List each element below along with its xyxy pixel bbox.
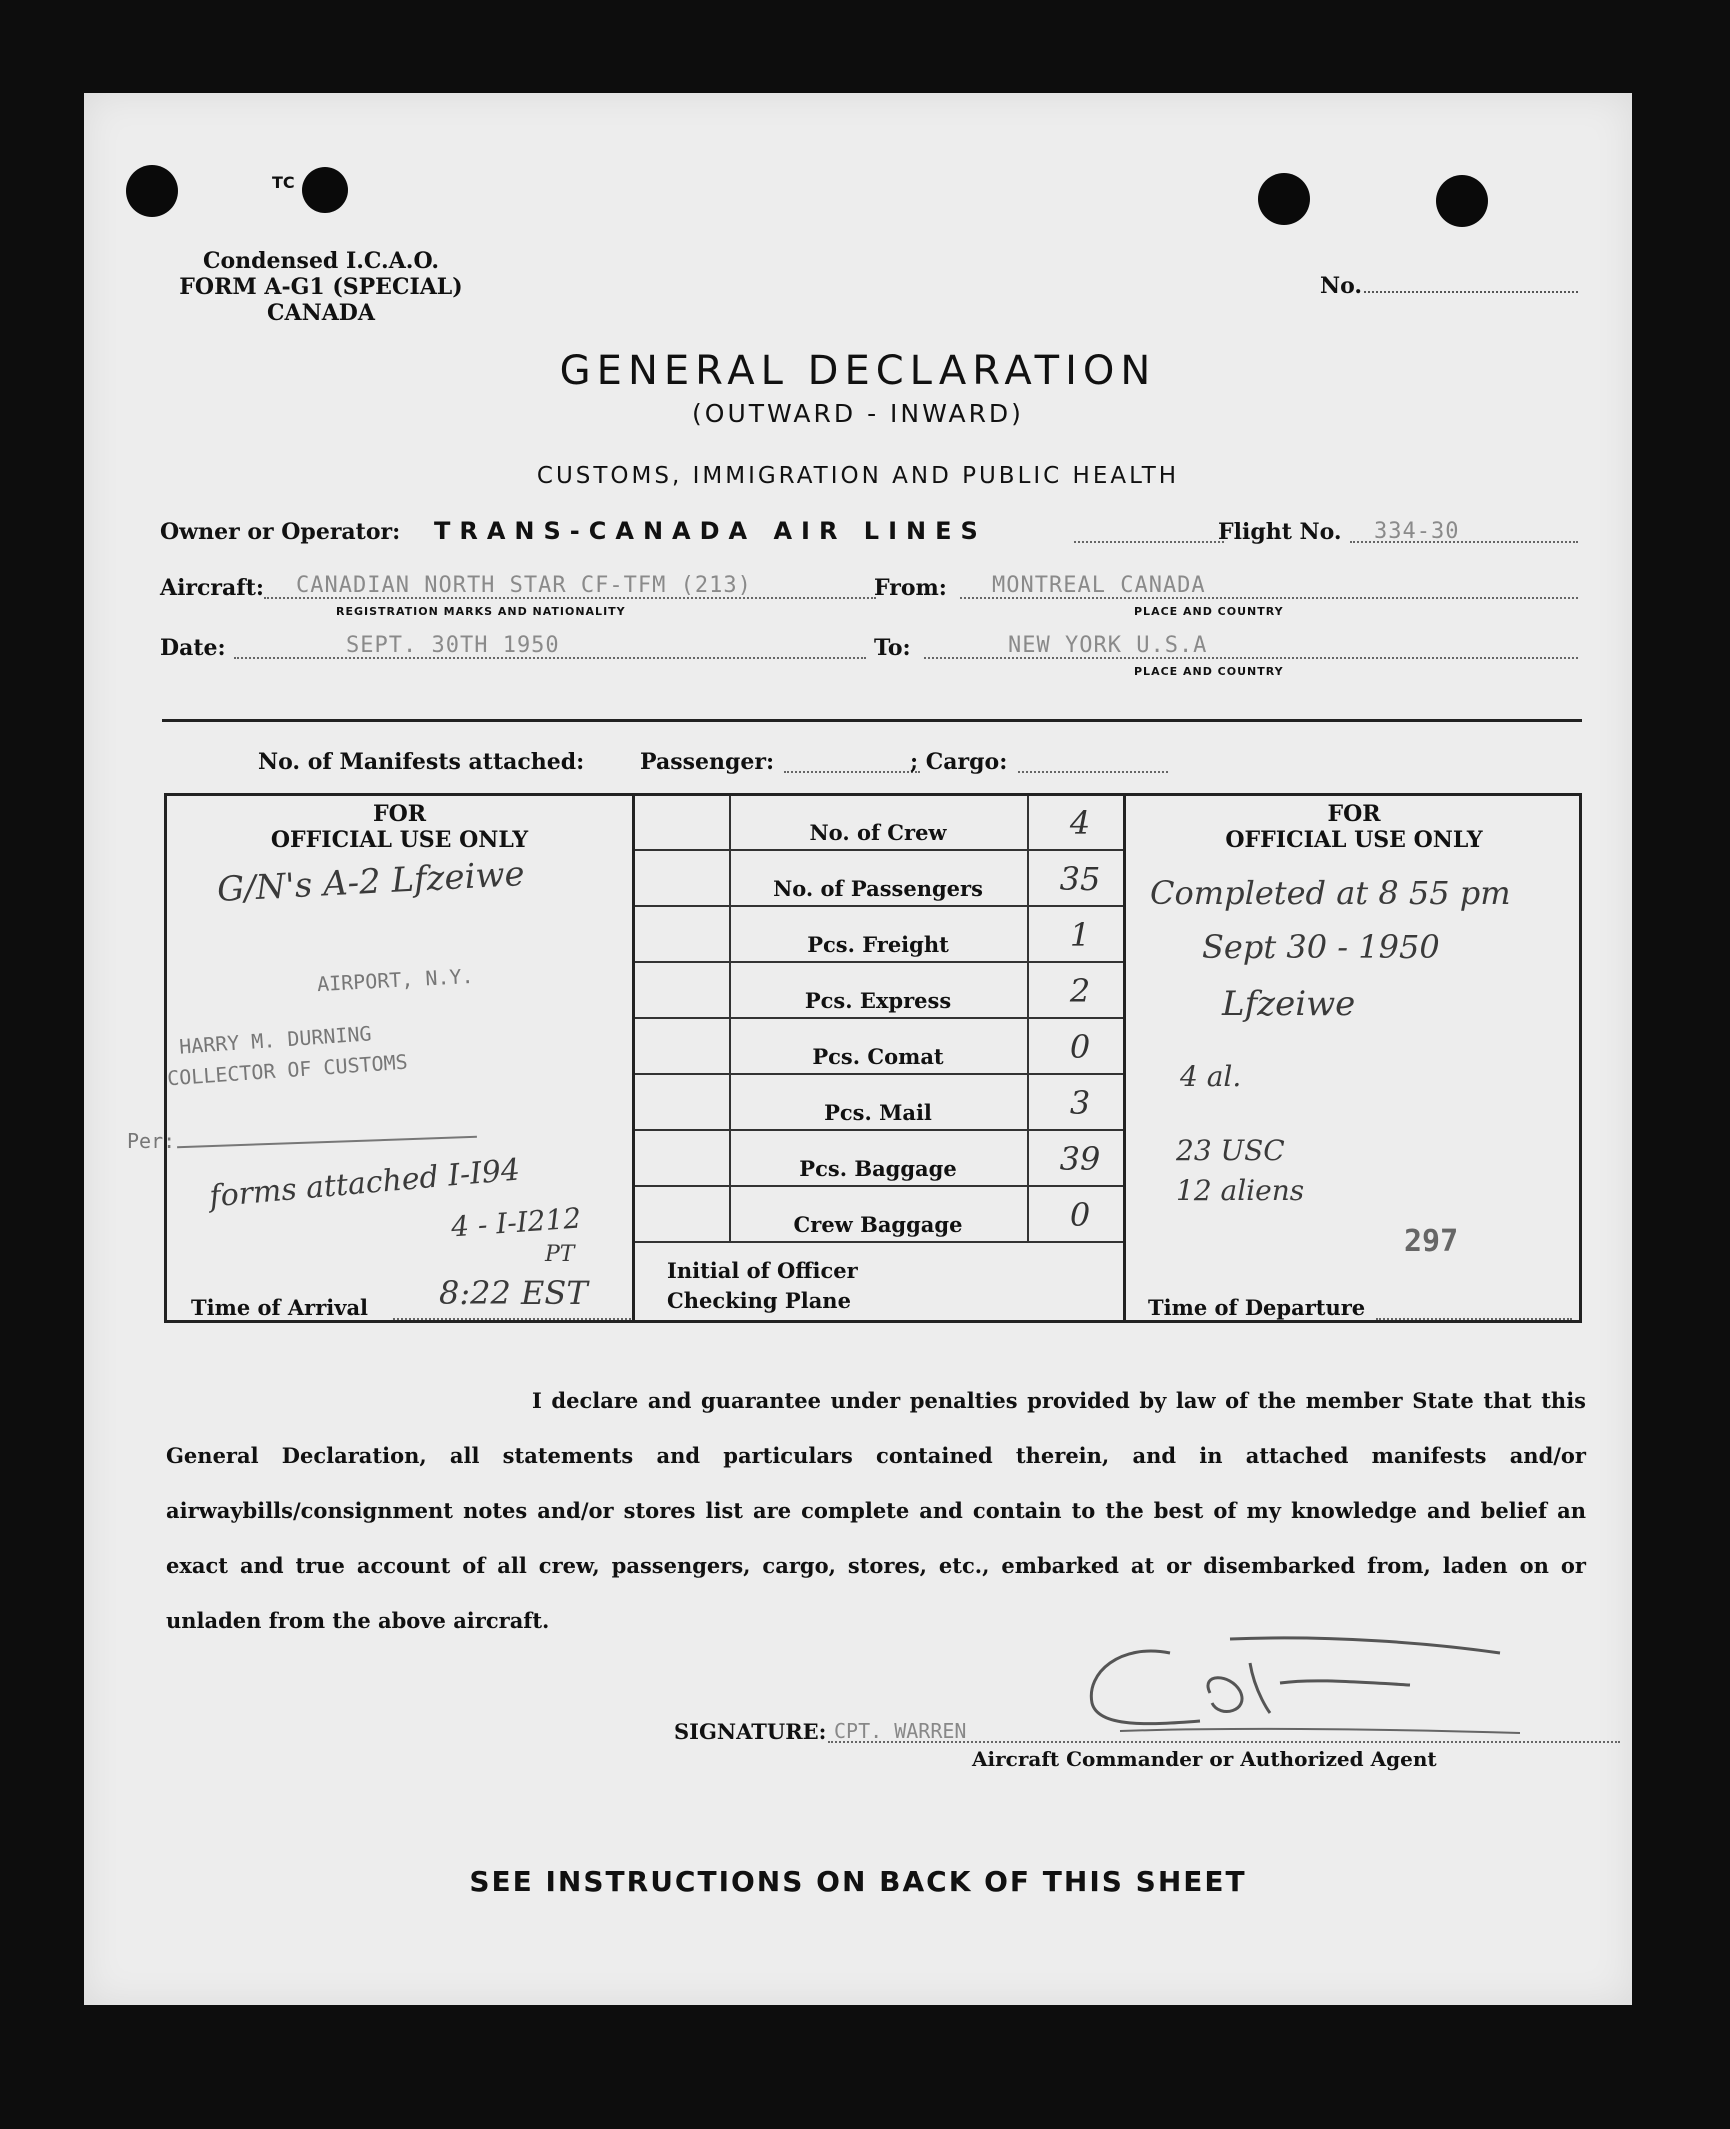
aircraft-caption: REGISTRATION MARKS AND NATIONALITY: [336, 605, 626, 618]
flight-value[interactable]: 334-30: [1374, 519, 1460, 544]
row-divider: [635, 905, 1123, 907]
from-label: From:: [874, 575, 947, 601]
official-use-title: OFFICIAL USE ONLY: [270, 827, 529, 853]
from-value[interactable]: MONTREAL CANADA: [992, 573, 1206, 598]
signature-caption: Aircraft Commander or Authorized Agent: [972, 1747, 1437, 1771]
official-use-left: [127, 796, 635, 1320]
row-divider: [635, 849, 1123, 851]
handwritten-note: forms attached I-I94: [208, 1152, 522, 1215]
form-identifier: [156, 248, 486, 326]
departure-label: Time of Departure: [1148, 1295, 1366, 1320]
arrival-label: Time of Arrival: [191, 1295, 369, 1320]
from-caption: PLACE AND COUNTRY: [1134, 605, 1284, 618]
official-table: [127, 793, 1582, 1323]
page-title: GENERAL DECLARATION: [559, 348, 1157, 394]
passenger-manifest-label: Passenger:: [640, 749, 775, 775]
passenger-manifest-field[interactable]: [784, 771, 920, 773]
signature-typed-name: CPT. WARREN: [834, 1719, 967, 1743]
handwritten-note: 4 - I-I212: [450, 1201, 583, 1244]
manifests-label: No. of Manifests attached:: [258, 749, 585, 775]
row-divider: [635, 1129, 1123, 1131]
owner-value: TRANS-CANADA AIR LINES: [434, 517, 987, 545]
punch-hole: [1258, 173, 1310, 225]
divider: [162, 719, 1582, 722]
count-label-express: Pcs. Express: [804, 988, 952, 1013]
row-divider: [635, 1017, 1123, 1019]
handwritten-note: 4 al.: [1180, 1060, 1242, 1093]
official-use-title: OFFICIAL USE ONLY: [1225, 827, 1483, 853]
officer-initial-label: Initial of Officer: [667, 1258, 858, 1283]
to-value[interactable]: NEW YORK U.S.A: [1008, 633, 1208, 658]
number-label: No.: [1320, 273, 1363, 299]
declaration-paragraph: I declare and guarantee under penalties provided by law of the member State that this General Declaration, all statements and particulars contained therein, and in attached manifests and/or airwaybills/consignment notes and/or stores list are complete and contain to the best of my knowledge and belief an exact and true account of all crew, passengers, cargo, stores, etc., embarked at or disembarked from, laden on or unladen from the above aircraft.: [166, 1388, 1586, 1633]
official-use-heading: [1126, 801, 1582, 853]
form-line: Condensed I.C.A.O.: [203, 248, 439, 274]
to-label: To:: [874, 635, 911, 661]
customs-stamp-line: COLLECTOR OF CUSTOMS: [166, 1049, 409, 1091]
arrival-value[interactable]: 8:22 EST: [439, 1274, 588, 1312]
count-value-comat[interactable]: 0: [1069, 1028, 1091, 1066]
count-value-express[interactable]: 2: [1069, 972, 1091, 1010]
date-label: Date:: [160, 635, 226, 661]
stamp-line: [177, 1136, 477, 1148]
page-subtitle-2: CUSTOMS, IMMIGRATION AND PUBLIC HEALTH: [536, 463, 1180, 489]
count-label-passengers: No. of Passengers: [773, 876, 983, 901]
count-label-crew-baggage: Crew Baggage: [793, 1212, 963, 1237]
cargo-manifest-field[interactable]: [1018, 771, 1168, 773]
handwritten-note: G/N's A-2 Lfzeiwe: [216, 853, 526, 911]
page-subtitle: (OUTWARD - INWARD): [692, 399, 1024, 428]
count-label-baggage: Pcs. Baggage: [799, 1156, 957, 1181]
aircraft-label: Aircraft:: [160, 575, 265, 601]
row-divider: [635, 1241, 1123, 1243]
punch-hole: [302, 167, 348, 213]
customs-stamp-line: AIRPORT, N.Y.: [316, 963, 475, 997]
declaration-sheet: [84, 93, 1632, 2005]
handwritten-note: 23 USC: [1176, 1134, 1285, 1167]
to-caption: PLACE AND COUNTRY: [1134, 665, 1284, 678]
declaration-text: [166, 1373, 1586, 1648]
official-use-for: FOR: [372, 801, 427, 827]
owner-field-line: [1074, 541, 1224, 543]
officer-initial-label-2: Checking Plane: [667, 1288, 851, 1313]
count-label-mail: Pcs. Mail: [824, 1100, 932, 1125]
owner-label: Owner or Operator:: [160, 519, 401, 545]
date-value[interactable]: SEPT. 30TH 1950: [346, 633, 560, 658]
aircraft-value[interactable]: CANADIAN NORTH STAR CF-TFM (213): [296, 573, 752, 598]
handwritten-note: Sept 30 - 1950: [1202, 928, 1440, 966]
cargo-manifest-label: ; Cargo:: [910, 749, 1008, 775]
handwritten-note: Completed at 8 55 pm: [1150, 874, 1511, 912]
count-value-baggage[interactable]: 39: [1059, 1140, 1101, 1178]
handwritten-note: PT: [545, 1242, 575, 1267]
departure-field-line[interactable]: [1376, 1318, 1572, 1320]
official-use-for: FOR: [1327, 801, 1381, 827]
signature-label: SIGNATURE:: [674, 1719, 827, 1744]
handwritten-note: Lfzeiwe: [1222, 984, 1356, 1024]
row-divider: [635, 1073, 1123, 1075]
count-label-comat: Pcs. Comat: [812, 1044, 944, 1069]
count-value-freight[interactable]: 1: [1069, 916, 1091, 954]
count-label-freight: Pcs. Freight: [807, 932, 949, 957]
customs-stamp-line: Per:: [127, 1129, 176, 1153]
form-line: CANADA: [267, 300, 375, 326]
punch-hole: [126, 165, 178, 217]
stamp-number: 297: [1404, 1224, 1459, 1259]
form-line: FORM A-G1 (SPECIAL): [179, 274, 463, 300]
row-divider: [635, 1185, 1123, 1187]
count-value-mail[interactable]: 3: [1069, 1084, 1091, 1122]
official-use-right: [1123, 796, 1582, 1320]
count-value-passengers[interactable]: 35: [1059, 860, 1101, 898]
handwritten-note: 12 aliens: [1176, 1174, 1305, 1207]
punch-hole: [1436, 175, 1488, 227]
count-label-crew: No. of Crew: [809, 820, 947, 845]
count-value-crew-baggage[interactable]: 0: [1069, 1196, 1091, 1234]
row-divider: [635, 961, 1123, 963]
number-field[interactable]: [1364, 291, 1578, 293]
arrival-field-line: [393, 1318, 631, 1320]
footer-instructions: SEE INSTRUCTIONS ON BACK OF THIS SHEET: [469, 1865, 1247, 1898]
tc-mark: TC: [272, 173, 295, 192]
customs-stamp-line: HARRY M. DURNING: [178, 1021, 373, 1059]
flight-label: Flight No.: [1218, 519, 1342, 545]
official-use-heading: [167, 801, 632, 853]
count-value-crew[interactable]: 4: [1069, 804, 1091, 842]
handwritten-signature: [1080, 1633, 1550, 1743]
